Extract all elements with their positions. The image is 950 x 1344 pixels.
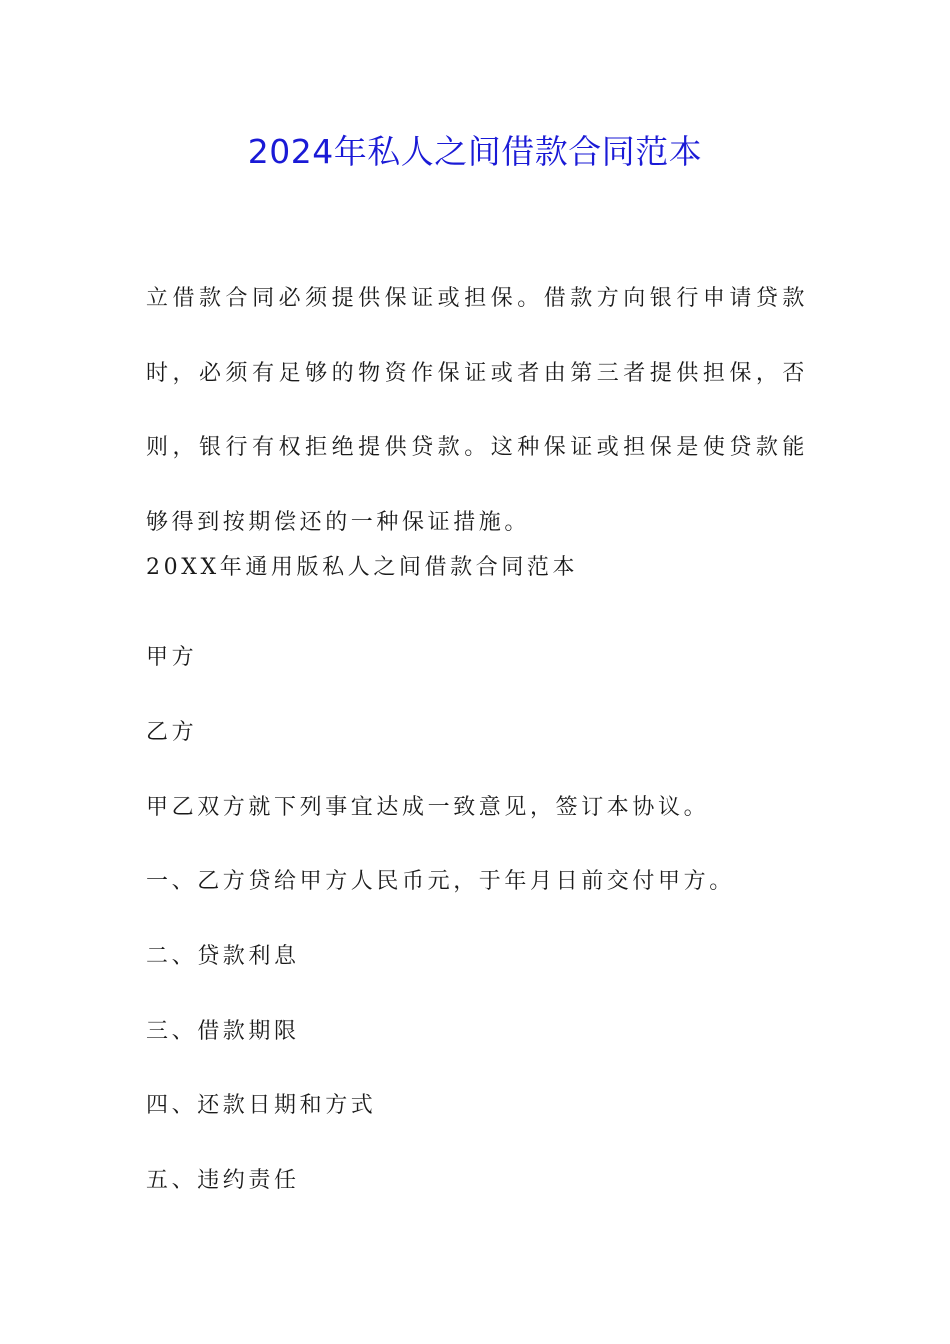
- party-b-label: 乙方: [146, 720, 198, 745]
- agreement-statement: 甲乙双方就下列事宜达成一致意见，签订本协议。: [146, 795, 710, 820]
- contract-heading: 20XX年通用版私人之间借款合同范本: [146, 555, 579, 580]
- clause-5: 五、违约责任: [146, 1168, 300, 1193]
- clause-4: 四、还款日期和方式: [146, 1093, 377, 1118]
- clause-3: 三、借款期限: [146, 1019, 300, 1044]
- intro-paragraph: 立借款合同必须提供保证或担保。借款方向银行申请贷款时，必须有足够的物资作保证或者由第三者提供担保，否则，银行有权拒绝提供贷款。这种保证或担保是使贷款能够得到按期偿还的一种保证措施。: [146, 286, 808, 535]
- clause-1: 一、乙方贷给甲方人民币元，于年月日前交付甲方。: [146, 869, 735, 894]
- clause-2: 二、贷款利息: [146, 944, 300, 969]
- document-title: 2024年私人之间借款合同范本: [247, 132, 703, 171]
- party-a-label: 甲方: [146, 645, 198, 670]
